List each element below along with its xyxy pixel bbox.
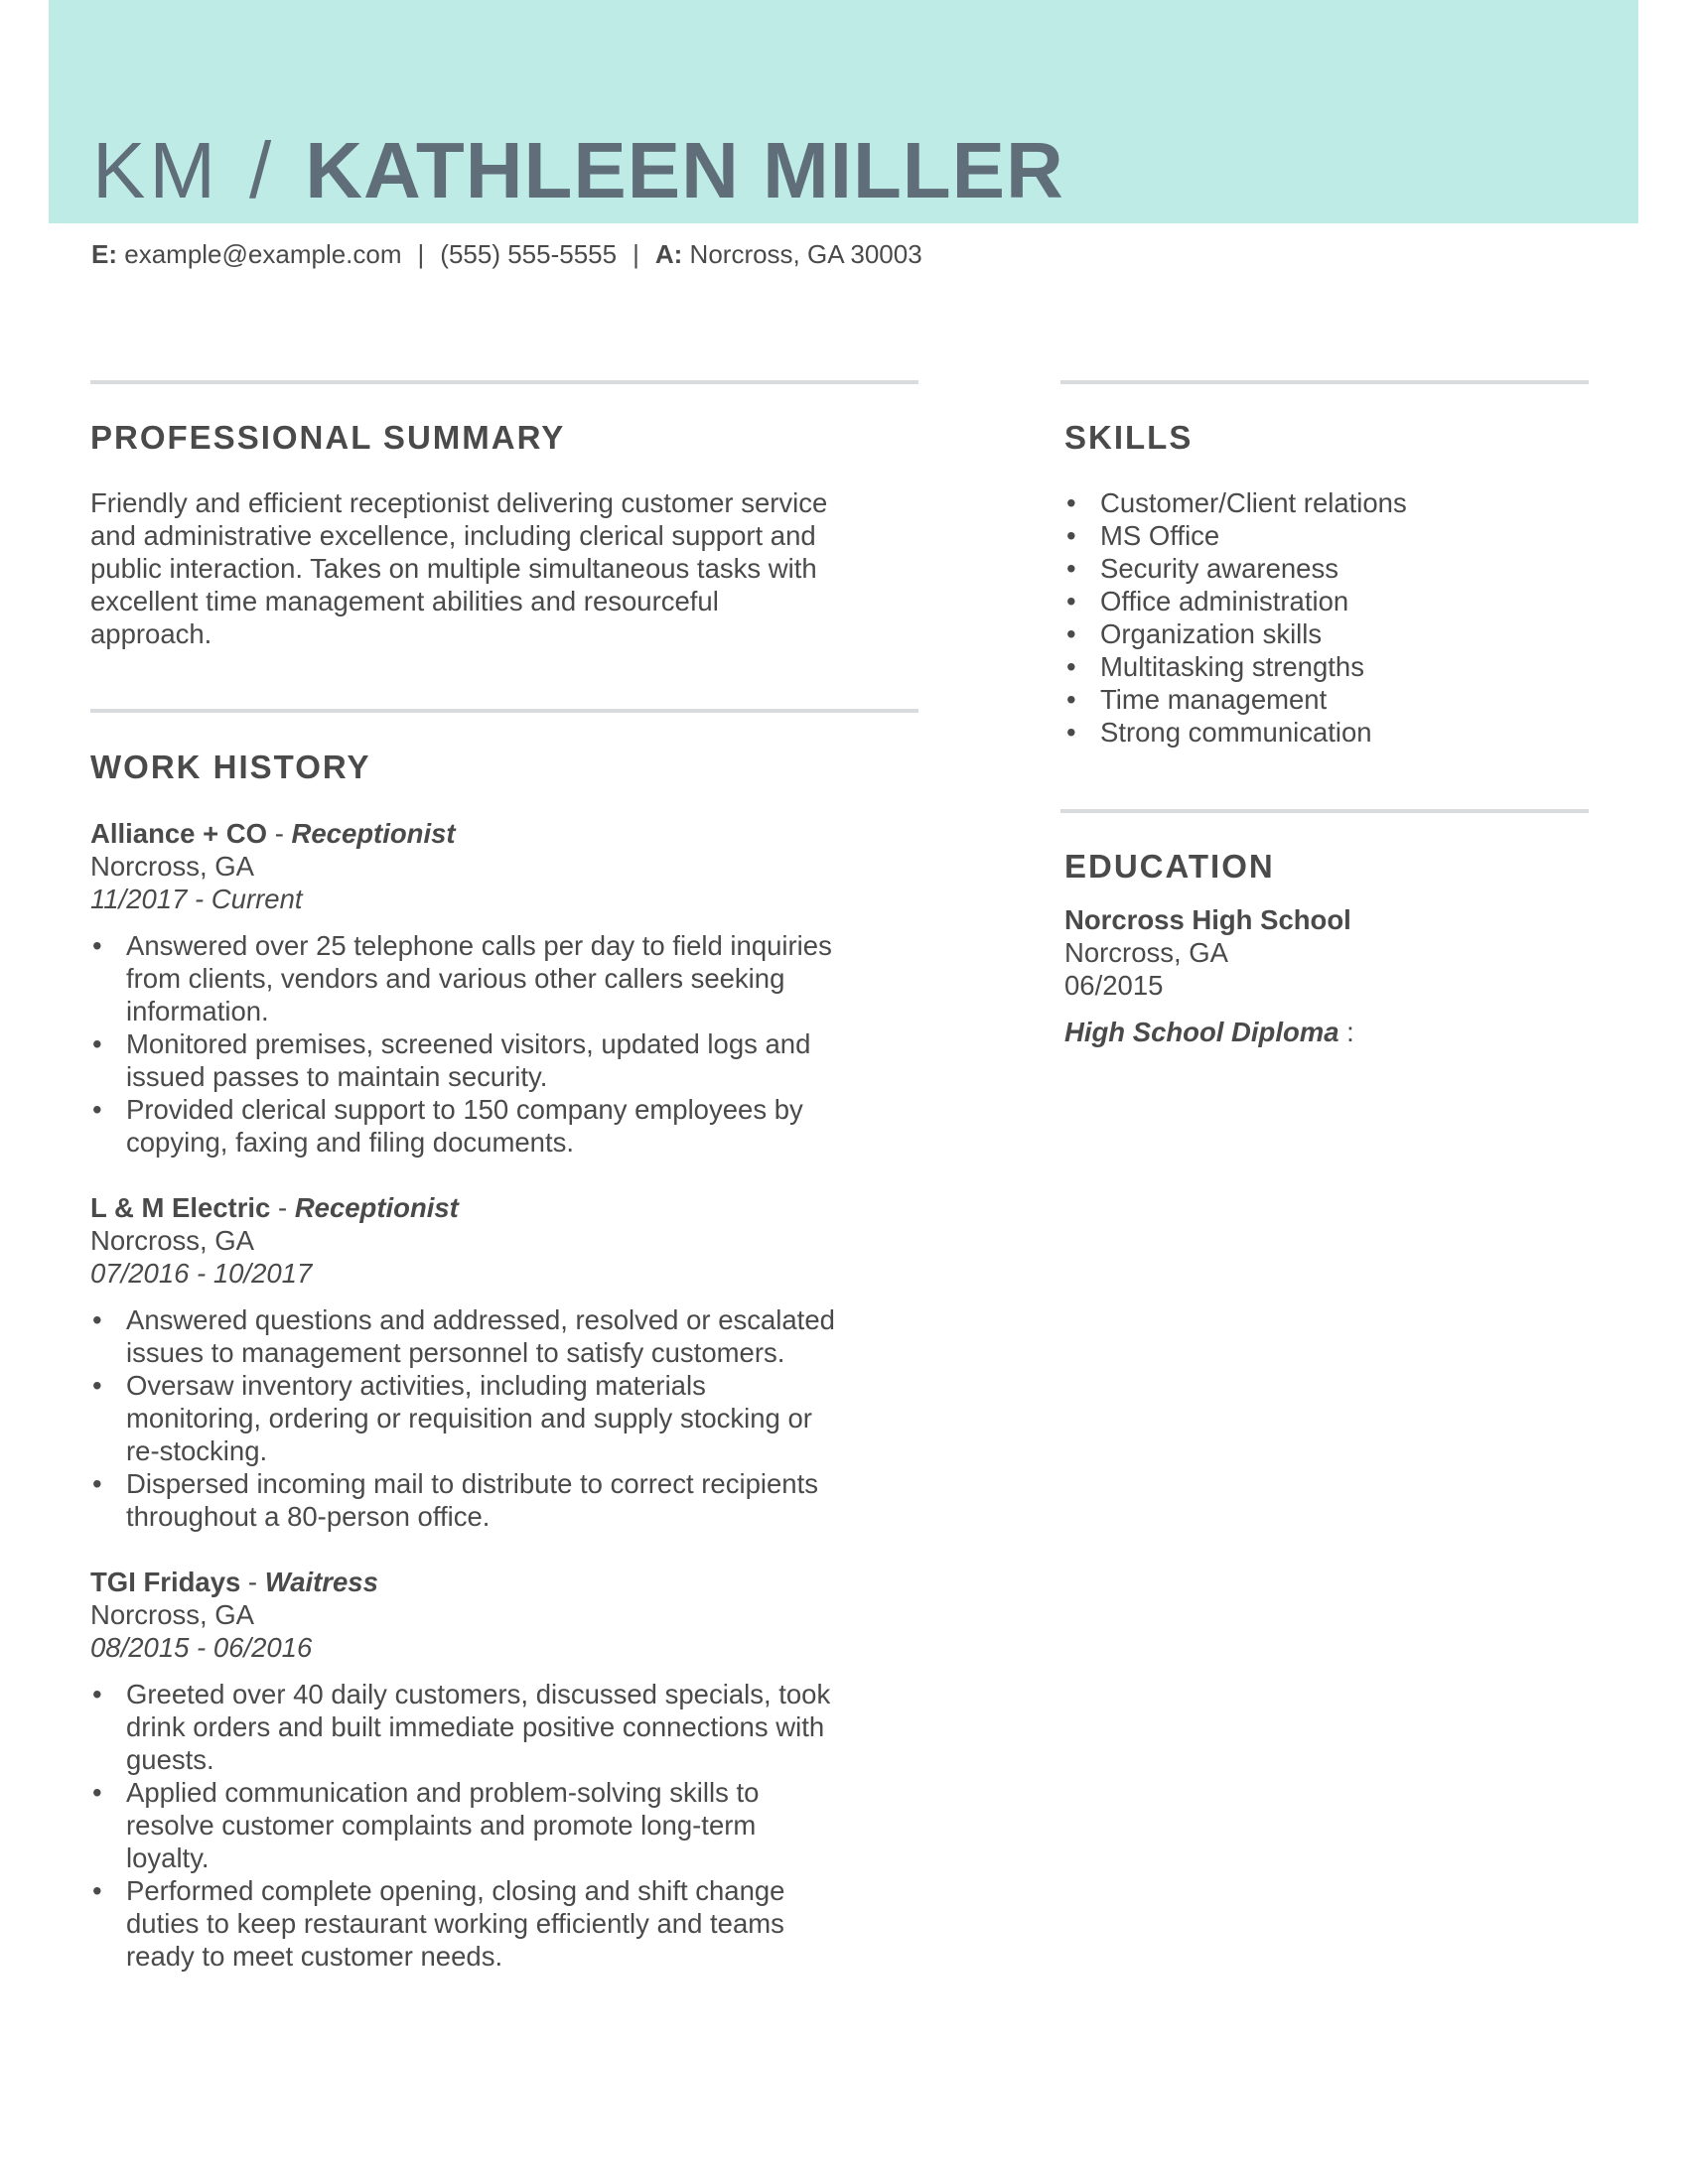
bullet-text: drink orders and built immediate positive connections with (126, 1711, 825, 1742)
bullet-icon: • (1066, 717, 1076, 748)
job-bullet (90, 1369, 924, 1467)
bullet-icon: • (1066, 586, 1076, 616)
bullet-icon: • (92, 1094, 102, 1125)
bullet-icon: • (92, 1028, 102, 1059)
skill-item (1064, 716, 1581, 749)
job-role: Waitress (264, 1567, 378, 1597)
degree-suffix: : (1338, 1017, 1354, 1047)
job-bullet (90, 1467, 924, 1533)
bullet-text: Provided clerical support to 150 company employees by (126, 1094, 803, 1125)
bullet-icon: • (1066, 651, 1076, 682)
bullet-icon: • (92, 1777, 102, 1808)
contact-separator: | (633, 239, 639, 269)
company-name: TGI Fridays (90, 1567, 241, 1597)
bullet-text: loyalty. (126, 1843, 210, 1873)
bullet-text: throughout a 80-person office. (126, 1501, 491, 1532)
job-entry (90, 1566, 924, 1973)
summary-text (90, 486, 924, 650)
bullet-text: Time management (1100, 684, 1328, 715)
bullet-icon: • (92, 1679, 102, 1709)
summary-heading: PROFESSIONAL SUMMARY (90, 419, 566, 456)
bullet-text: information. (126, 996, 269, 1026)
bullet-text: Oversaw inventory activities, including materials (126, 1370, 706, 1401)
bullet-text: copying, faxing and filing documents. (126, 1127, 574, 1158)
school-location: Norcross, GA (1064, 937, 1229, 968)
bullet-text: duties to keep restaurant working efficiently and teams (126, 1908, 784, 1939)
bullet-text: Multitasking strengths (1100, 651, 1364, 682)
bullet-text: Greeted over 40 daily customers, discussed specials, took (126, 1679, 831, 1709)
bullet-text: Customer/Client relations (1100, 487, 1407, 518)
degree (1064, 1016, 1581, 1048)
work-history-divider (90, 709, 918, 713)
bullet-icon: • (92, 1304, 102, 1335)
job-bullet (90, 1776, 924, 1874)
address-label: A: (654, 239, 683, 269)
bullet-text: Dispersed incoming mail to distribute to correct recipients (126, 1468, 818, 1499)
job-dates: 07/2016 - 10/2017 (90, 1258, 313, 1289)
job-title (90, 1191, 924, 1224)
education-divider (1060, 809, 1589, 813)
candidate-name (92, 126, 1064, 215)
job-bullet (90, 1678, 924, 1776)
skill-item (1064, 650, 1581, 683)
summary-divider (90, 380, 918, 384)
bullet-icon: • (92, 1370, 102, 1401)
email-label: E: (91, 239, 117, 269)
bullet-text: Organization skills (1100, 618, 1323, 649)
skill-item (1064, 617, 1581, 650)
job-title (90, 817, 924, 850)
bullet-icon: • (1066, 684, 1076, 715)
job-role: Receptionist (294, 1192, 459, 1223)
bullet-text: monitoring, ordering or requisition and supply stocking or (126, 1403, 812, 1433)
job-bullets (90, 929, 924, 1159)
bullet-icon: • (1066, 520, 1076, 551)
job-bullet (90, 1303, 924, 1369)
bullet-text: re-stocking. (126, 1435, 268, 1466)
bullet-text: ready to meet customer needs. (126, 1941, 503, 1972)
bullet-text: guests. (126, 1744, 214, 1775)
summary-line: excellent time management abilities and resourceful (90, 586, 719, 616)
bullet-icon: • (1066, 618, 1076, 649)
company-name: L & M Electric (90, 1192, 271, 1223)
education-heading: EDUCATION (1064, 848, 1275, 885)
summary-line: public interaction. Takes on multiple simultaneous tasks with (90, 553, 817, 584)
phone-number[interactable]: (555) 555-5555 (440, 239, 618, 269)
skill-item (1064, 552, 1581, 585)
bullet-text: resolve customer complaints and promote long-term (126, 1810, 757, 1841)
bullet-text: Monitored premises, screened visitors, updated logs and (126, 1028, 811, 1059)
job-location: Norcross, GA (90, 1225, 255, 1256)
full-name: KATHLEEN MILLER (305, 126, 1064, 214)
title-dash: - (240, 1567, 265, 1597)
skills-heading: SKILLS (1064, 419, 1194, 456)
job-bullets (90, 1303, 924, 1533)
job-title (90, 1566, 924, 1598)
contact-line (91, 237, 922, 271)
education-entry (1064, 903, 1581, 1048)
title-dash: - (270, 1192, 295, 1223)
job-bullet (90, 1874, 924, 1973)
job-bullet (90, 1027, 924, 1093)
job-bullet (90, 929, 924, 1027)
bullet-icon: • (92, 1468, 102, 1499)
job-bullet (90, 1093, 924, 1159)
job-dates: 11/2017 - Current (90, 884, 303, 914)
bullet-text: Answered over 25 telephone calls per day to field inquiries (126, 930, 832, 961)
title-dash: - (267, 818, 292, 849)
skill-item (1064, 486, 1581, 519)
contact-separator: | (417, 239, 425, 269)
school-name: Norcross High School (1064, 904, 1351, 935)
job-location: Norcross, GA (90, 851, 255, 882)
bullet-text: Strong communication (1100, 717, 1372, 748)
name-initials: KM (92, 126, 219, 214)
name-slash: / (249, 126, 272, 214)
skill-item (1064, 683, 1581, 716)
job-dates: 08/2015 - 06/2016 (90, 1632, 313, 1663)
bullet-text: issued passes to maintain security. (126, 1061, 548, 1092)
bullet-text: Office administration (1100, 586, 1349, 616)
job-role: Receptionist (291, 818, 456, 849)
email-address[interactable]: example@example.com (124, 239, 402, 269)
bullet-text: Performed complete opening, closing and shift change (126, 1875, 785, 1906)
address: Norcross, GA 30003 (689, 239, 922, 269)
bullet-text: Applied communication and problem-solving skills to (126, 1777, 760, 1808)
skills-divider (1060, 380, 1589, 384)
skill-item (1064, 585, 1581, 617)
degree-name: High School Diploma (1064, 1017, 1339, 1047)
bullet-text: MS Office (1100, 520, 1220, 551)
bullet-icon: • (92, 930, 102, 961)
job-bullets (90, 1678, 924, 1973)
summary-line: Friendly and efficient receptionist delivering customer service (90, 487, 828, 518)
bullet-icon: • (1066, 553, 1076, 584)
work-history-heading: WORK HISTORY (90, 749, 371, 785)
summary-line: approach. (90, 618, 212, 649)
bullet-text: from clients, vendors and various other callers seeking (126, 963, 785, 994)
bullet-icon: • (92, 1875, 102, 1906)
bullet-text: Answered questions and addressed, resolved or escalated (126, 1304, 835, 1335)
summary-line: and administrative excellence, including clerical support and (90, 520, 816, 551)
job-entry (90, 817, 924, 1159)
bullet-text: issues to management personnel to satisfy customers. (126, 1337, 785, 1368)
job-location: Norcross, GA (90, 1599, 255, 1630)
skill-item (1064, 519, 1581, 552)
skills-list (1064, 486, 1581, 749)
bullet-icon: • (1066, 487, 1076, 518)
bullet-text: Security awareness (1100, 553, 1338, 584)
graduation-date: 06/2015 (1064, 970, 1164, 1001)
company-name: Alliance + CO (90, 818, 268, 849)
job-entry (90, 1191, 924, 1533)
